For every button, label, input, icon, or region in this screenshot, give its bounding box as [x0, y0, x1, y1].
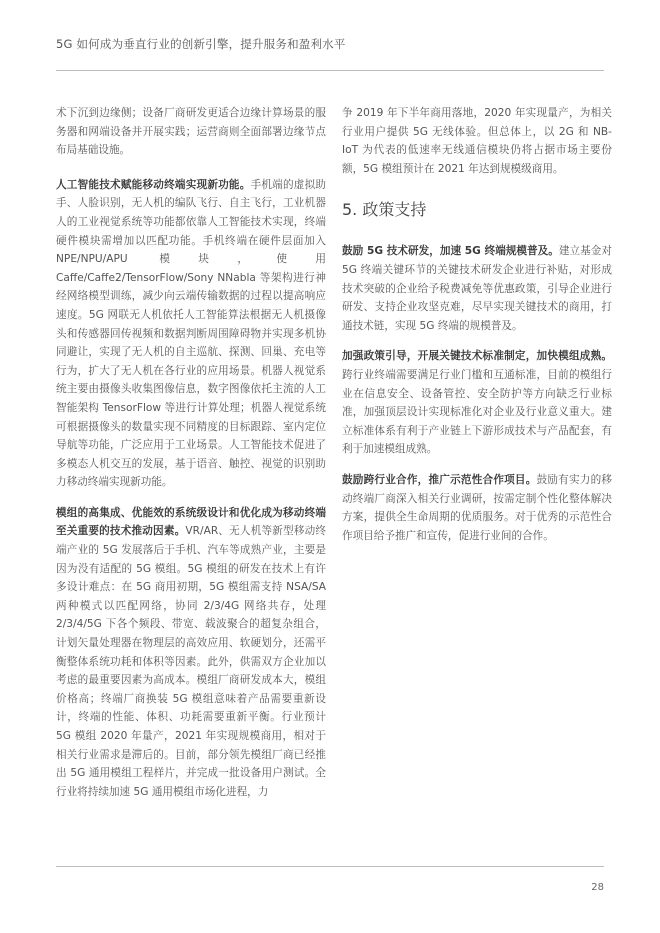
header-divider [56, 70, 604, 71]
footer-divider [56, 866, 604, 867]
paragraph-ai-terminals [56, 176, 326, 492]
paragraph-policy-rd [342, 242, 612, 335]
paragraph-module-design [56, 504, 326, 802]
paragraph-lead: 人工智能技术赋能移动终端实现新功能。 [56, 178, 251, 191]
page-number: 28 [591, 882, 604, 893]
left-column [56, 104, 326, 813]
paragraph-body: 建立基金对 5G 终端关键环节的关键技术研发企业进行补贴，对形成技术突破的企业给予税费减免等优惠政策，引导企业进行研发、支持企业攻坚克难，尽早实现关键技术的商用，打通技术链，实现 5G 终端的规模普及。 [342, 245, 612, 332]
paragraph-body: 鼓励有实力的移动终端厂商深入相关行业调研，按需定制个性化整体解决方案，提供全生命周期的优质服务。对于优秀的示范性合作项目给予推广和宣传，促进行业间的合作。 [342, 473, 613, 542]
paragraph-policy-cooperation [342, 471, 612, 545]
running-header: 5G 如何成为垂直行业的创新引擎，提升服务和盈利水平 [56, 37, 346, 51]
section-title: 5. 政策支持 [342, 200, 427, 220]
paragraph-body: 跨行业终端需要满足行业门槛和互通标准，目前的模组行业在信息安全、设备管控、安全防护等方向缺乏行业标准，加强顶层设计实现标准化对企业及行业意义重大。建立标准体系有利于产业链上下游形成技术与产品配套，有利于加速模组成熟。 [342, 368, 612, 456]
paragraph-lead: 加强政策引导，开展关键技术标准制定，加快模组成熟。 [342, 350, 612, 363]
right-column [342, 104, 612, 557]
paragraph-lead: 鼓励 5G 技术研发，加速 5G 终端规模普及。 [342, 245, 559, 258]
paragraph-lead: 模组的高集成、优能效的系统级设计和优化成为移动终端至关重要的技术推动因素。 [56, 506, 326, 538]
paragraph-continued: 争 2019 年下半年商用落地，2020 年实现量产，为相关行业用户提供 5G 无线体验。但总体上，以 2G 和 NB-IoT 为代表的低速率无线通信模块仍将占据市场主要份额，5G 模组预计在 2021 年达到规模级商用。 [342, 107, 612, 175]
paragraph-body: 手机端的虚拟助手、人脸识别，无人机的编队飞行、自主飞行，工业机器人的工业视觉系统等功能都依靠人工智能技术实现，终端硬件模块需增加以匹配功能。手机终端在硬件层面加入 NPE/NPU/APU 模块，使用 Caffe/Caffe2/TensorFlow/Sony NNabla 等架构进行神经网络模型训练，减少向云端传输数据的过程以提高响应速度。5G 网联无人机依托人工智能算法根据无人机摄像头和传感器回传视频和数据判断周围障碍物并实现多机协同避让，实现了无人机的自主巡航、探测、回巢、充电等行为，扩大了无人机在各行业的应用场景。机器人视觉系统主要由摄像头收集图像信息，数字图像依托主流的人工智能架构 TensorFlow 等进行计算处理；机器人视觉系统可根据摄像头的数量实现不同精度的目标跟踪、室内定位导航等功能，广泛应用于工业场景。人工智能技术促进了多模态人机交互的发展，基于语音、触控、视觉的识别助力移动终端实现新功能。 [56, 178, 327, 489]
paragraph-continued: 术下沉到边缘侧；设备厂商研发更适合边缘计算场景的服务器和网端设备并开展实践；运营商则全面部署边缘节点布局基础设施。 [56, 107, 326, 157]
paragraph-lead: 鼓励跨行业合作，推广示范性合作项目。 [342, 473, 537, 486]
paragraph-policy-standards [342, 347, 612, 459]
paragraph-body: VR/AR、无人机等新型移动终端产业的 5G 发展落后于手机、汽车等成熟产业，主要是因为没有适配的 5G 模组。5G 模组的研发在技术上有许多设计难点：在 5G 商用初期，5G 模组需支持 NSA/SA 两种模式以匹配网络，协同 2/3/4G 网络共存，处理 2/3/4/5G 下各个频段、带宽、载波聚合的超复杂组合，计划矢量处理器在物理层的高效应用、软硬划分，还需平衡整体系统功耗和体积等因素。此外，供需双方企业加以考虑的最重要因素为高成本。模组厂商研发成本大，模组价格高；终端厂商换装 5G 模组意味着产品需要重新设计，终端的性能、体积、功耗需要重新平衡。行业预计 5G 模组 2020 年量产，2021 年实现规模商用，相对于相关行业需求是滞后的。目前，部分领先模组厂商已经推出 5G 通用模组工程样片，并完成一批设备用户测试。全行业将持续加速 5G 通用模组市场化进程，力 [56, 525, 326, 798]
